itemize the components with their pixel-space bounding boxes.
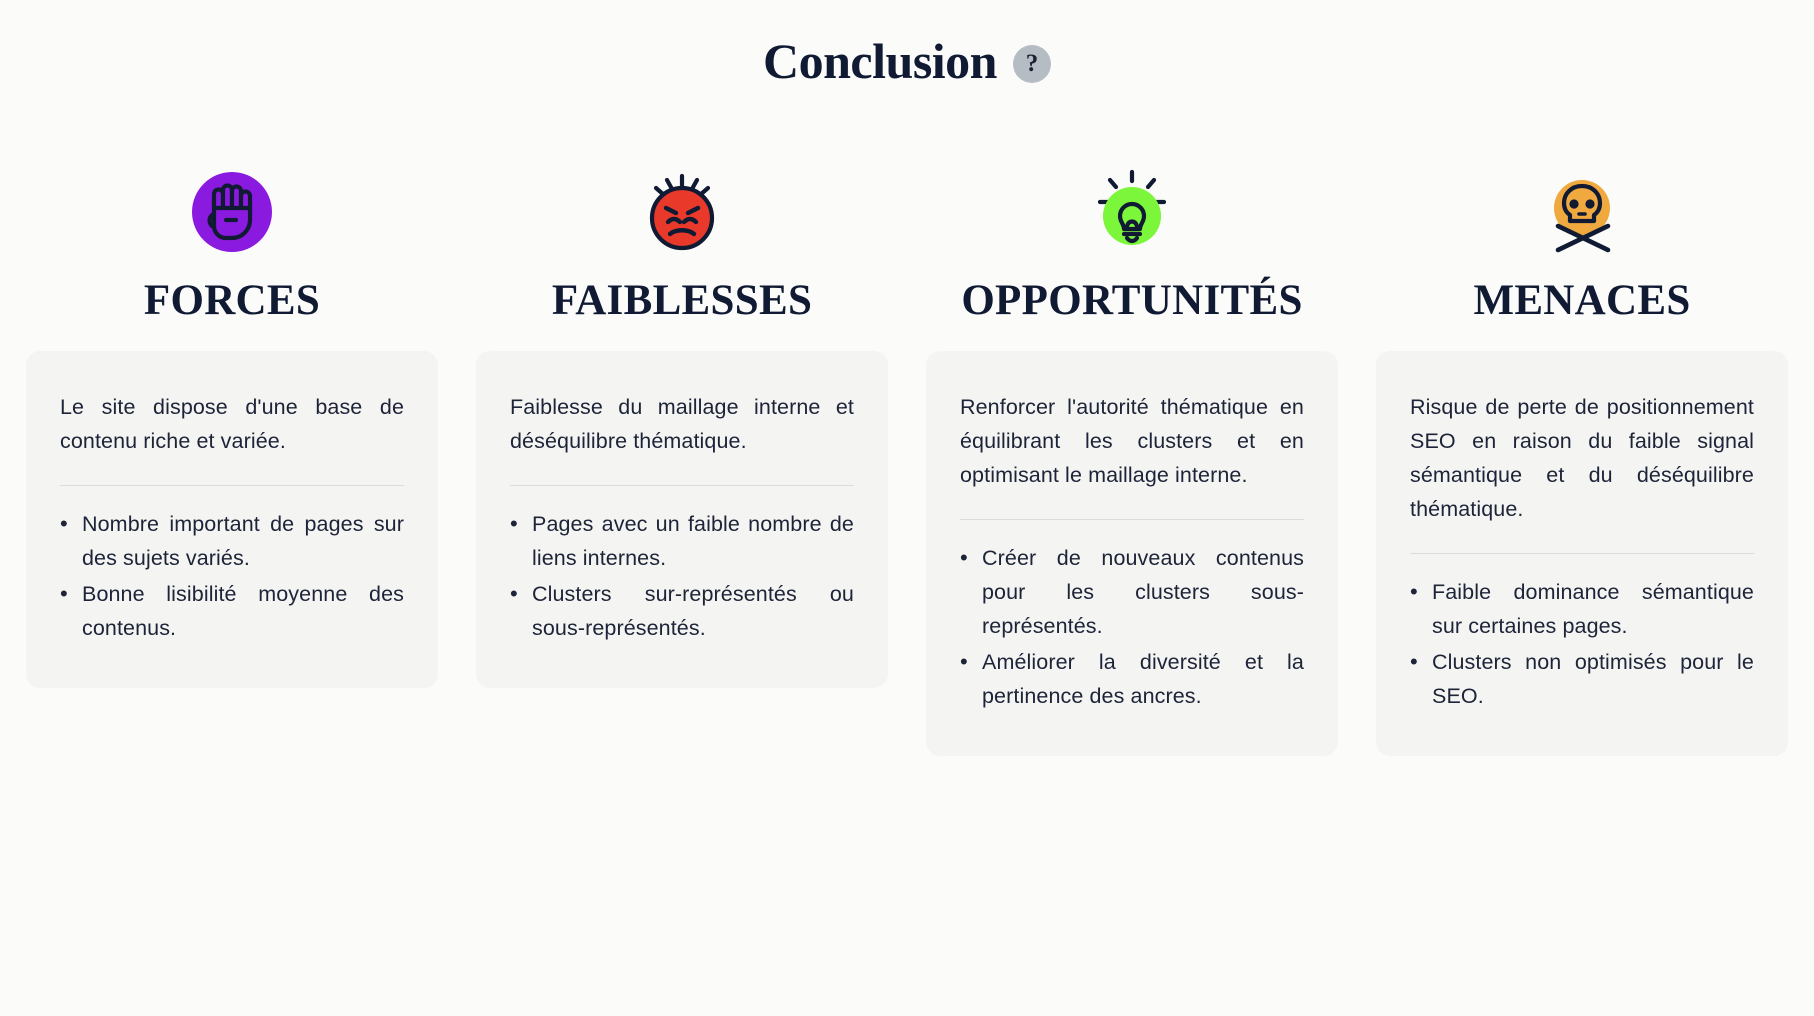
card-summary: Risque de perte de positionnement SEO en raison du faible signal sémantique et du déséquilibre thématique. [1410,395,1754,521]
angry-face-icon [634,164,730,260]
card-divider [60,485,404,486]
lightbulb-icon [1084,164,1180,260]
list-item: • Pages avec un faible nombre de liens internes. [532,508,854,576]
card-points [1410,576,1754,714]
column-heading: FAIBLESSES [551,277,813,324]
swot-grid [0,164,1814,756]
swot-card-menaces [1376,351,1788,756]
card-divider [510,485,854,486]
card-divider [960,519,1304,520]
card-divider [1410,553,1754,554]
swot-column-opportunites [926,164,1338,756]
swot-column-forces [26,164,438,688]
list-item: • Faible dominance sémantique sur certaines pages. [1432,576,1754,644]
column-heading: MENACES [1473,277,1691,324]
list-item: • Clusters sur-représentés ou sous-représentés. [532,578,854,646]
card-points [960,542,1304,714]
help-icon[interactable]: ? [1013,45,1051,83]
card-summary: Renforcer l'autorité thématique en équilibrant les clusters et en optimisant le maillage interne. [960,395,1304,487]
raised-fist-icon [184,164,280,260]
card-points [510,508,854,646]
list-item: • Nombre important de pages sur des sujets variés. [82,508,404,576]
swot-card-opportunites [926,351,1338,756]
swot-card-forces [26,351,438,688]
card-summary: Faiblesse du maillage interne et déséquilibre thématique. [510,395,854,453]
list-item: • Améliorer la diversité et la pertinence des ancres. [982,646,1304,714]
card-points [60,508,404,646]
skull-crossbones-icon [1534,164,1630,260]
card-summary: Le site dispose d'une base de contenu riche et variée. [60,395,404,453]
swot-column-menaces [1376,164,1788,756]
list-item: • Créer de nouveaux contenus pour les clusters sous-représentés. [982,542,1304,644]
column-heading: OPPORTUNITÉS [961,277,1303,324]
swot-column-faiblesses [476,164,888,688]
list-item: • Clusters non optimisés pour le SEO. [1432,646,1754,714]
column-heading: FORCES [143,277,321,324]
page-title: Conclusion [763,33,997,89]
swot-card-faiblesses [476,351,888,688]
list-item: • Bonne lisibilité moyenne des contenus. [82,578,404,646]
page-header [0,0,1814,89]
